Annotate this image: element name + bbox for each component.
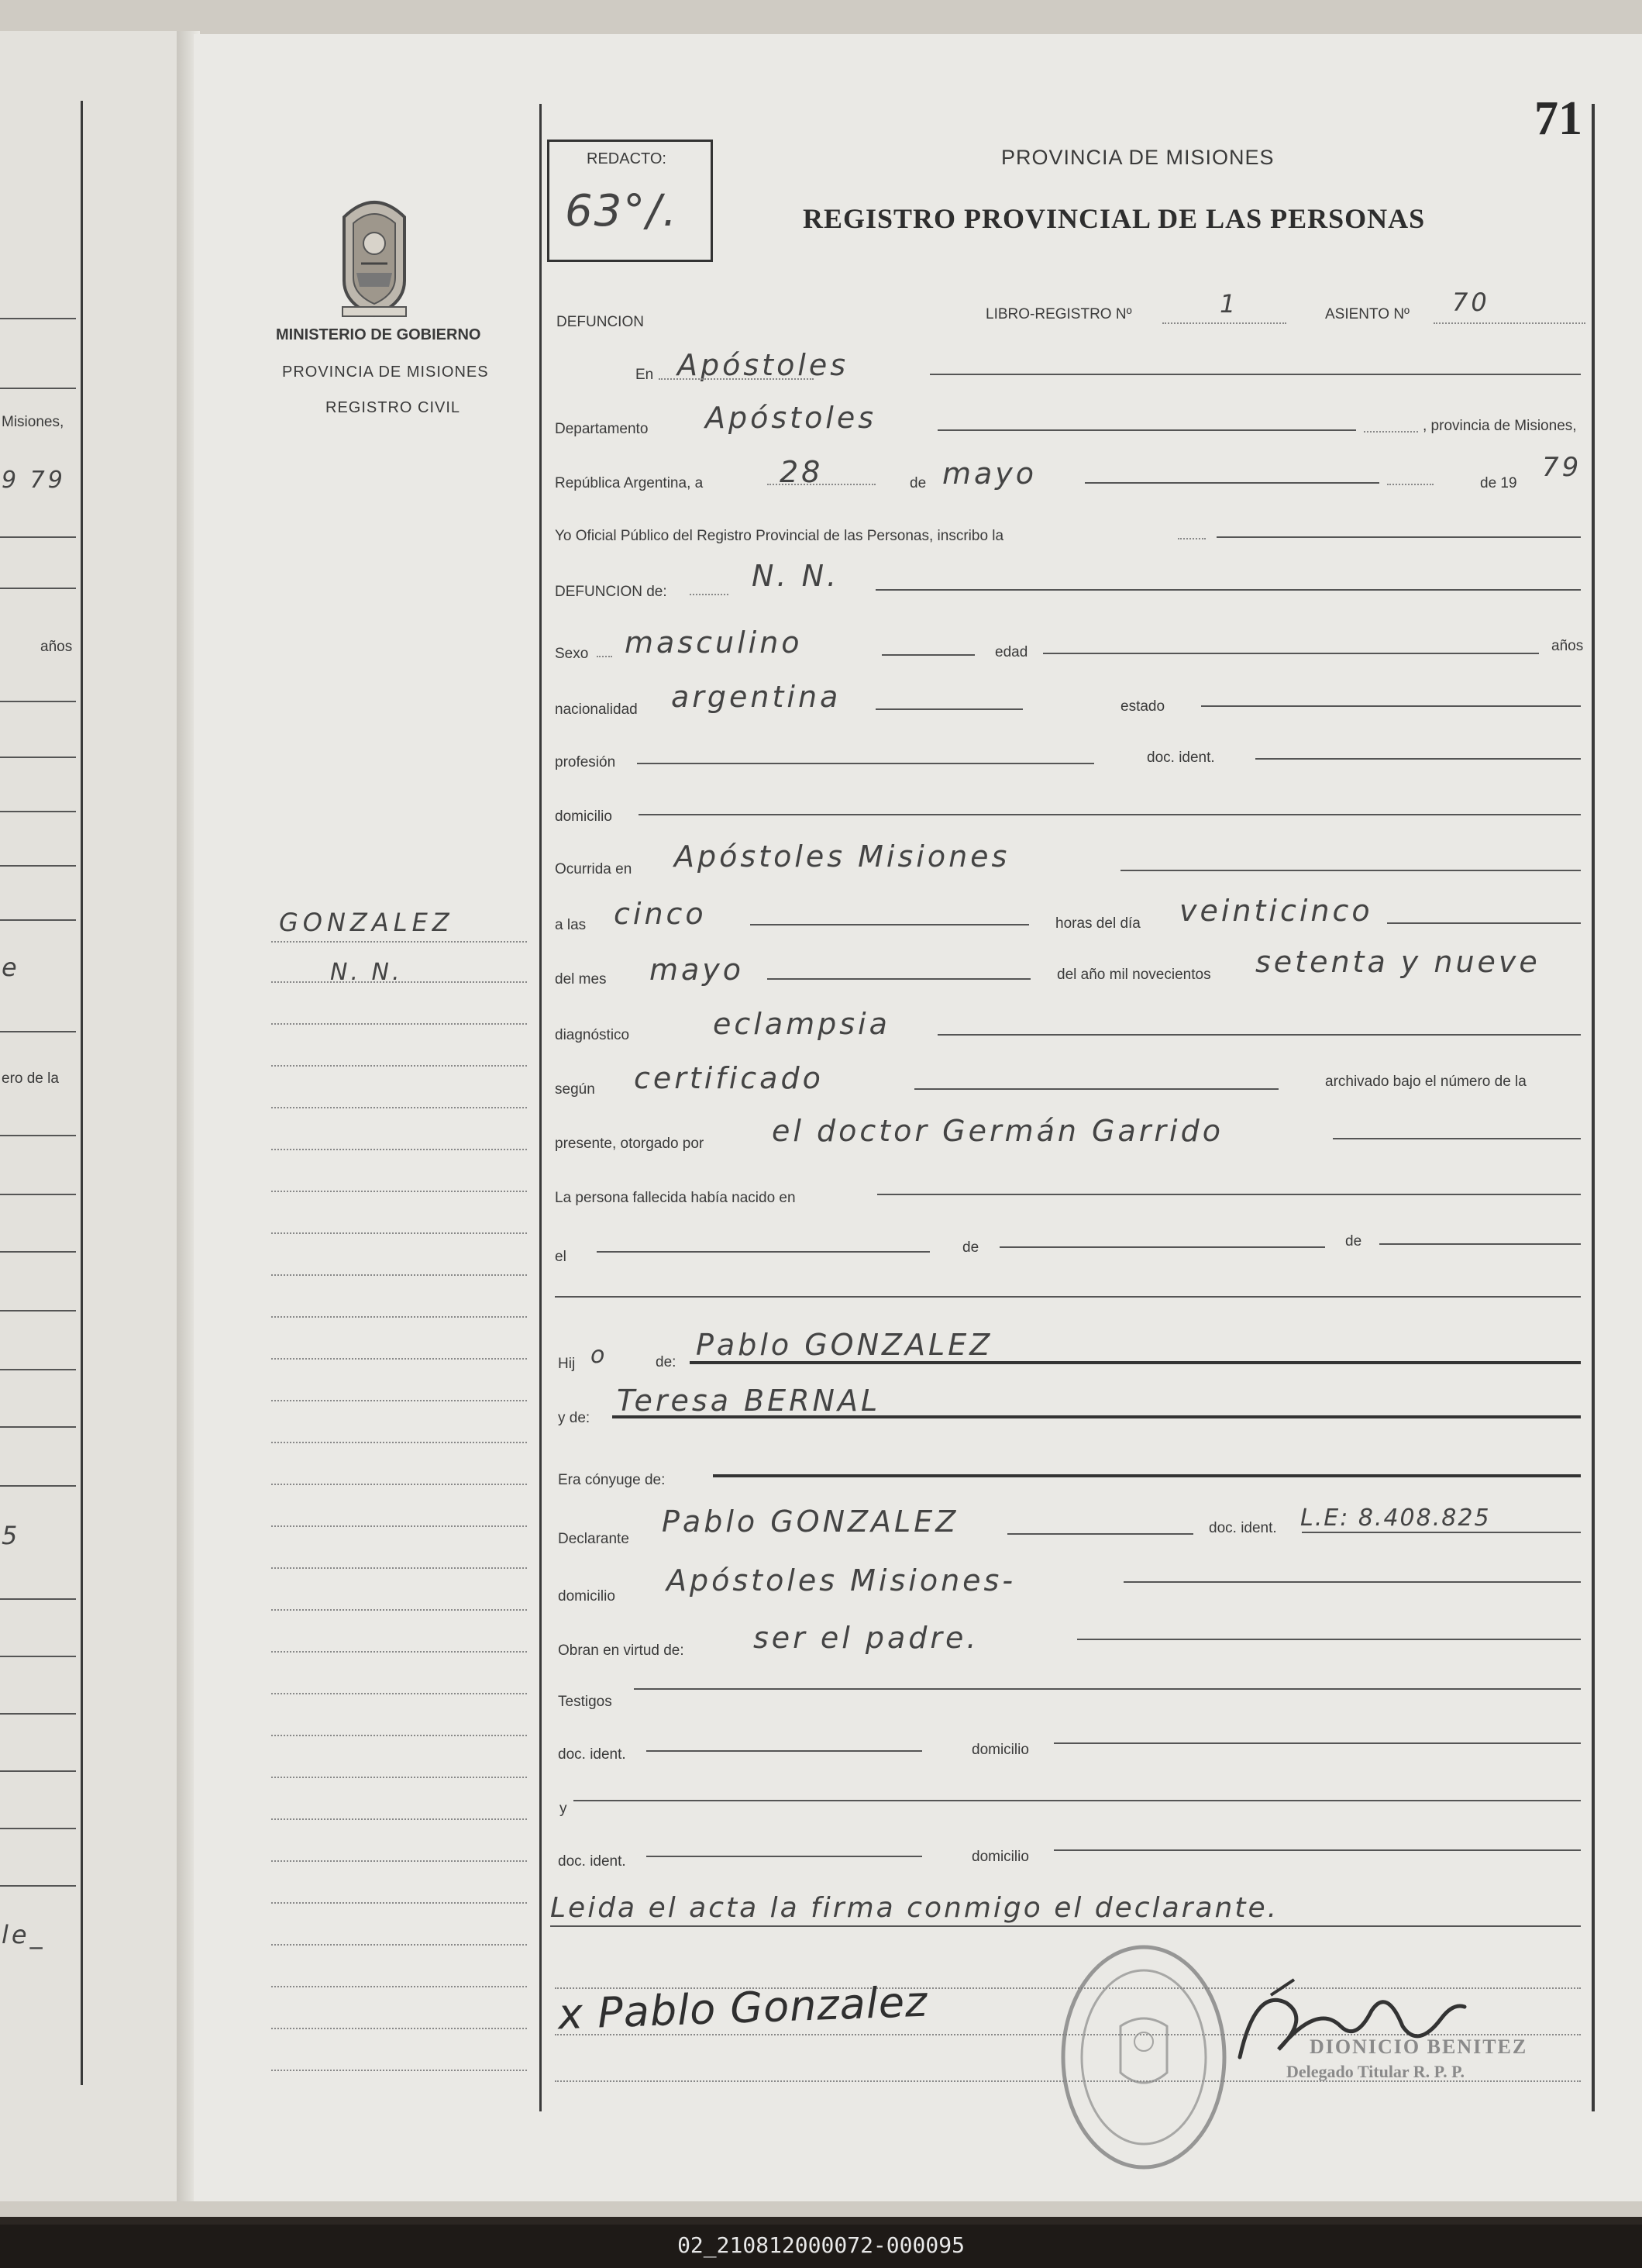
obran-value: ser el padre. [753,1621,979,1655]
left-page-line [0,865,76,867]
sexo-line [882,654,975,656]
left-page-line [0,757,76,758]
de-label: de [910,475,927,491]
profesion-label: profesión [555,754,616,770]
de-a-line [1000,1246,1325,1248]
dia-value: 28 [780,455,824,489]
libro-line [1162,322,1286,324]
left-page-line [0,1656,76,1657]
right-rule [1592,104,1595,2111]
decl-doc-value: L.E: 8.408.825 [1300,1505,1491,1532]
margin-line [271,1986,527,1987]
segun-label: según [555,1081,595,1098]
margin-line [271,1400,527,1401]
left-facing-page [0,31,180,2201]
left-page-line [0,1194,76,1195]
persona-label: La persona fallecida había nacido en [555,1190,796,1206]
margin-line [271,2070,527,2071]
margin-line [271,1149,527,1150]
left-page-line [0,919,76,921]
presente-value: el doctor Germán Garrido [772,1114,1224,1148]
edad-line [1043,653,1539,654]
sexo-value: masculino [625,626,803,660]
dia-line [767,484,876,485]
hijo-suffix: o [590,1342,608,1369]
left-page-rule [81,101,83,2085]
horas-line [1387,922,1581,924]
diagnostico-value: eclampsia [713,1007,890,1041]
yde-label: y de: [558,1410,590,1426]
form-type-label: DEFUNCION [556,314,644,330]
registry-title: REGISTRO PROVINCIAL DE LAS PERSONAS [803,203,1426,234]
province-heading: PROVINCIA DE MISIONES [1001,146,1275,169]
estado-line [1201,705,1581,707]
margin-initials: N. N. [330,959,403,986]
closing-line [550,1925,1581,1927]
departamento-label: Departamento [555,421,649,437]
left-page-line [0,318,76,319]
ministry-line-3: REGISTRO CIVIL [325,399,461,416]
en-label: En [635,367,654,383]
decl-dom-line [1124,1581,1581,1583]
ocurrida-value: Apóstoles Misiones [674,839,1010,874]
margin-surname: GONZALEZ [279,908,454,937]
oficial-line [1217,536,1581,538]
t1-dom-line [1054,1742,1581,1744]
margin-line [271,1232,527,1234]
t2-dom-line [1054,1849,1581,1851]
delmes-label: del mes [555,971,607,988]
defuncion-dots [690,594,728,595]
left-page-line [0,1135,76,1136]
left-page-fragment: 5 [2,1521,21,1550]
de-b-label: de [1345,1233,1362,1249]
declarant-signature: x Pablo Gonzalez [557,1977,929,2039]
alas-value: cinco [614,897,707,931]
de-b-line [1379,1243,1581,1245]
persona-line [877,1194,1581,1195]
officer-name: DIONICIO BENITEZ [1310,2035,1528,2058]
t2-dom-label: domicilio [972,1849,1029,1865]
de-a-label: de [962,1239,979,1256]
testigos-line [634,1688,1581,1690]
margin-line [271,1651,527,1653]
margin-line [271,1065,527,1067]
asiento-value: 70 [1452,288,1490,317]
delmes-value: mayo [649,953,745,987]
ministry-line-2: PROVINCIA DE MISIONES [282,364,489,381]
declarante-value: Pablo GONZALEZ [662,1505,959,1539]
margin-line [271,1525,527,1527]
left-page-line [0,811,76,812]
diagnostico-line [938,1034,1581,1036]
declarante-label: Declarante [558,1531,629,1547]
domicilio-line [639,814,1581,815]
t1-doc-line [646,1750,922,1752]
el-label: el [555,1249,566,1265]
diagnostico-label: diagnóstico [555,1027,630,1043]
margin-line [271,1274,527,1276]
left-page-fragment: años [40,639,73,655]
y-label: y [559,1801,567,1817]
redacto-value: 63°/. [565,186,678,236]
left-page-line [0,1310,76,1312]
left-page-line [0,1828,76,1829]
libro-value: 1 [1220,289,1239,319]
redacto-label: REDACTO: [587,150,666,167]
hijo-value: Pablo GONZALEZ [696,1328,993,1362]
horas-label: horas del día [1055,915,1141,932]
delanio-value: setenta y nueve [1255,945,1540,979]
libro-label: LIBRO-REGISTRO Nº [986,306,1132,322]
domicilio-label: domicilio [555,808,612,825]
en-value: Apóstoles [677,348,849,382]
margin-line [271,1902,527,1904]
left-page-line [0,701,76,702]
conyuge-line [713,1474,1581,1477]
decl-dom-value: Apóstoles Misiones- [666,1563,1017,1598]
hijo-label: Hij [558,1356,576,1372]
asiento-label: ASIENTO Nº [1325,306,1410,322]
sexo-label: Sexo [555,646,589,662]
nacionalidad-label: nacionalidad [555,701,638,718]
left-page-fragment: le_ [2,1920,46,1949]
redacto-box [547,140,713,262]
left-page-line [0,1713,76,1715]
left-page-fragment: 9 79 [2,467,66,494]
sexo-dots [597,656,612,657]
conyuge-label: Era cónyuge de: [558,1472,666,1488]
presente-line [1333,1138,1581,1139]
declarante-line [1007,1533,1193,1535]
presente-label: presente, otorgado por [555,1136,704,1152]
filename-bar [0,2225,1642,2268]
decl-doc-label: doc. ident. [1209,1520,1277,1536]
left-page-line [0,388,76,389]
t2-doc-line [646,1856,922,1857]
mes-line [1085,482,1379,484]
defuncion-line [876,589,1581,591]
official-stamp [1059,1941,1229,2173]
page-number: 71 [1534,92,1582,145]
left-page-fragment: Misiones, [2,414,64,430]
left-page-line [0,536,76,538]
t2-doc-label: doc. ident. [558,1853,626,1870]
anios-label: años [1551,638,1584,654]
obran-line [1077,1639,1581,1640]
departamento-line [938,429,1356,431]
segun-value: certificado [634,1061,824,1095]
oficial-text: Yo Oficial Público del Registro Provincial de las Personas, inscribo la [555,528,1004,544]
margin-line [271,1860,527,1862]
left-page-line [0,1251,76,1253]
margin-line [271,2028,527,2029]
nacionalidad-value: argentina [671,680,842,714]
alas-line [750,924,1029,925]
provincial-coat-of-arms [338,188,411,319]
left-page-line [0,1770,76,1772]
alas-label: a las [555,917,587,933]
el-line [597,1251,930,1253]
margin-line [271,1693,527,1694]
margin-line [271,1735,527,1736]
left-page-line [0,1885,76,1887]
hijo-line [690,1361,1581,1364]
margin-line [271,1777,527,1778]
margin-line [271,941,527,943]
departamento-value: Apóstoles [705,401,877,435]
departamento-dots [1364,431,1418,433]
profesion-docident-line [1255,758,1581,760]
obran-label: Obran en virtud de: [558,1642,684,1659]
edad-label: edad [995,644,1028,660]
yde-value: Teresa BERNAL [617,1384,881,1418]
delmes-line [767,978,1031,980]
ministry-line-1: MINISTERIO DE GOBIERNO [276,326,481,343]
left-page-fragment: e [2,953,20,982]
left-page-line [0,1485,76,1487]
left-page-line [0,1598,76,1600]
t1-doc-label: doc. ident. [558,1746,626,1763]
profesion-line [637,763,1094,764]
closing-text: Leida el acta la firma conmigo el declarante. [550,1892,1279,1924]
hijo-de-label: de: [656,1354,676,1370]
margin-line [271,1818,527,1820]
y-line [573,1800,1581,1801]
left-page-fragment: ero de la [2,1070,59,1087]
margin-line [271,1567,527,1569]
margin-line [271,1442,527,1443]
left-page-line [0,1369,76,1370]
mes-value: mayo [942,457,1038,491]
left-page-line [0,588,76,589]
filename-label: 02_210812000072-000095 [677,2232,965,2258]
margin-line [271,1191,527,1192]
anio-value: 79 [1542,452,1582,483]
defuncion-de-label: DEFUNCION de: [555,584,667,600]
en-line [659,378,814,380]
certificate-sheet [194,34,1642,2201]
profesion-docident-label: doc. ident. [1147,750,1215,766]
horas-value: veinticinco [1179,894,1373,928]
officer-title: Delegado Titular R. P. P. [1286,2062,1465,2081]
decl-doc-line [1302,1532,1581,1533]
left-page-line [0,1426,76,1428]
margin-line [271,1316,527,1318]
de19-label: de 19 [1480,475,1517,491]
en-line-solid [930,374,1581,375]
provincia-label: , provincia de Misiones, [1423,418,1577,434]
nacionalidad-line [876,708,1023,710]
ocurrida-label: Ocurrida en [555,861,632,877]
testigos-label: Testigos [558,1694,612,1710]
oficial-dots [1178,538,1206,539]
margin-line [271,1358,527,1360]
margin-line [271,1944,527,1946]
margin-line [271,1023,527,1025]
blank-line [555,1296,1581,1298]
segun-line [914,1088,1279,1090]
delanio-label: del año mil novecientos [1057,967,1211,983]
republica-label: República Argentina, a [555,475,704,491]
t1-dom-label: domicilio [972,1742,1029,1758]
margin-rule [539,104,542,2111]
defuncion-de-value: N. N. [752,559,840,593]
mes-dots [1387,484,1434,485]
margin-line [271,1484,527,1485]
estado-label: estado [1120,698,1165,715]
asiento-line [1434,322,1585,324]
ocurrida-line [1120,870,1581,871]
left-page-line [0,1031,76,1032]
archivado-label: archivado bajo el número de la [1325,1074,1527,1090]
yde-line [612,1415,1581,1418]
decl-dom-label: domicilio [558,1588,615,1604]
margin-line [271,981,527,983]
margin-line [271,1609,527,1611]
margin-line [271,1107,527,1108]
